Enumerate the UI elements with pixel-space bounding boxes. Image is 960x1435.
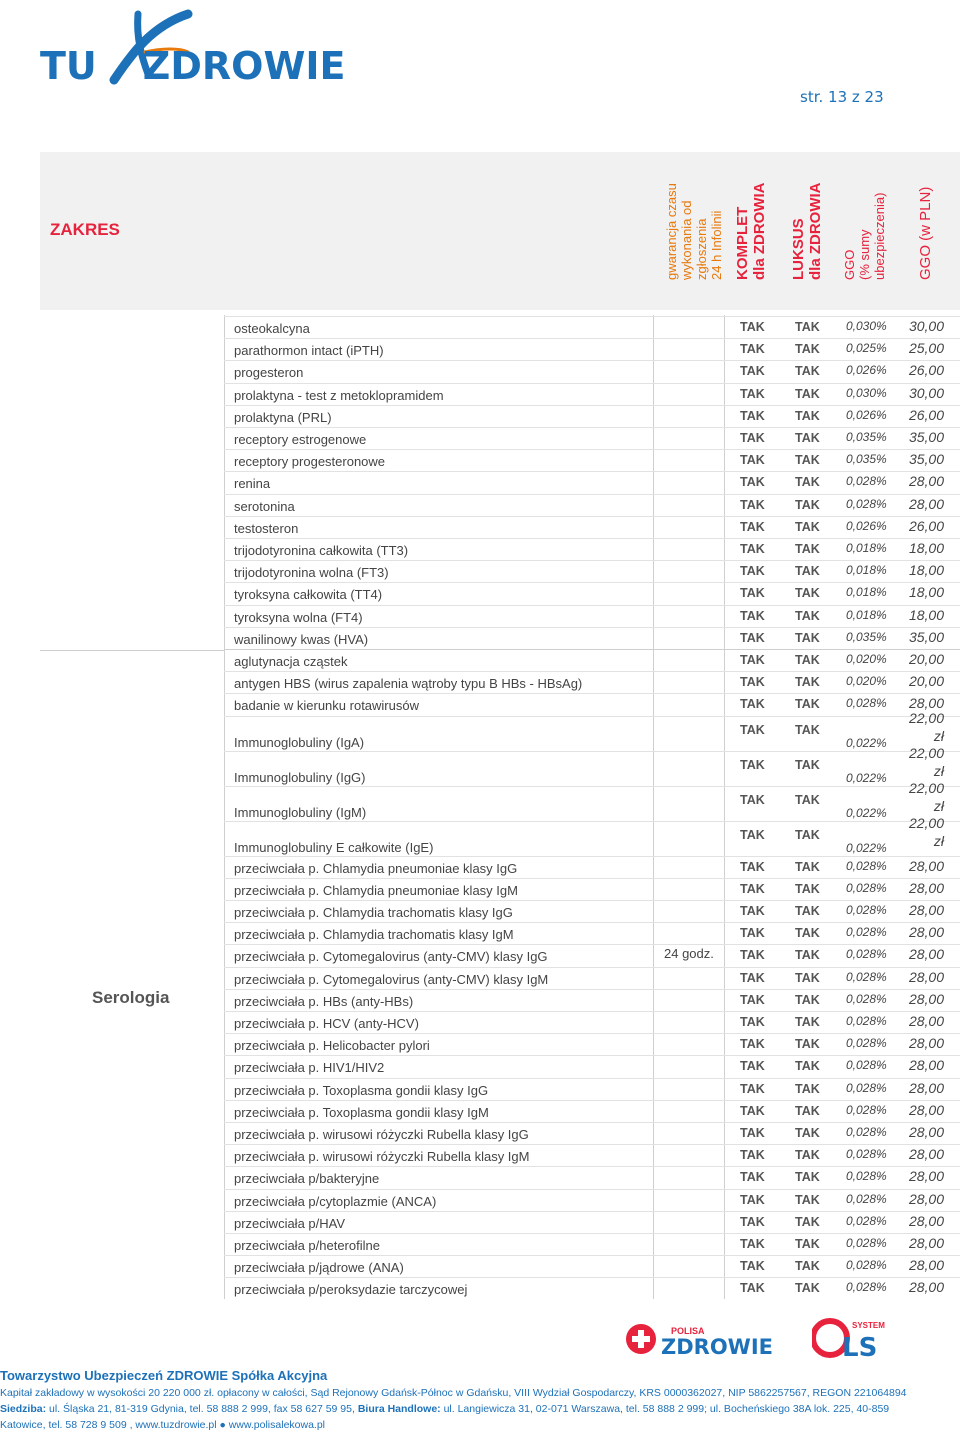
ls-big-text: LS <box>842 1333 878 1360</box>
komplet-value: TAK <box>740 881 765 896</box>
ggo-percent: 0,035% <box>846 629 887 644</box>
ggo-percent: 0,028% <box>846 969 887 984</box>
luksus-value: TAK <box>795 1259 820 1274</box>
luksus-value: TAK <box>795 1103 820 1118</box>
komplet-value: TAK <box>740 675 765 690</box>
polisa-small-text: POLISA <box>671 1326 705 1336</box>
test-name: renina <box>234 476 271 492</box>
ggo-percent: 0,035% <box>846 452 887 467</box>
table-row <box>224 1078 960 1100</box>
ggo-percent: 0,030% <box>846 385 887 400</box>
ggo-pln-value: 28,00 <box>908 473 944 490</box>
table-row <box>224 1277 960 1299</box>
ggo-percent: 0,018% <box>846 585 887 600</box>
test-name: Immunoglobuliny (IgG) <box>234 769 366 785</box>
ggo-pln-value: 28,00 <box>908 1212 944 1229</box>
ggo-pln-value: 30,00 <box>908 318 944 334</box>
table-row <box>224 1122 960 1144</box>
test-name: przeciwciała p/jądrowe (ANA) <box>234 1260 404 1276</box>
test-name: przeciwciała p. HBs (anty-HBs) <box>234 993 414 1009</box>
table-row <box>224 516 960 538</box>
test-name: badanie w kierunku rotawirusów <box>234 698 419 714</box>
komplet-value: TAK <box>740 827 765 842</box>
ggo-percent: 0,028% <box>846 858 887 873</box>
ggo-pln-amount: 22,00 <box>908 709 944 726</box>
header-zakres: ZAKRES <box>50 220 120 239</box>
ggo-pln-value: 28,00 <box>908 1257 944 1274</box>
komplet-value: TAK <box>740 1126 765 1140</box>
ggo-pln-value: 28,00 <box>908 924 944 941</box>
table-row <box>224 856 960 878</box>
table-row <box>224 967 960 989</box>
komplet-value: TAK <box>740 1214 765 1229</box>
komplet-value: TAK <box>740 475 765 490</box>
test-name: serotonina <box>234 498 295 514</box>
komplet-value: TAK <box>740 1281 765 1296</box>
luksus-value: TAK <box>795 320 820 334</box>
komplet-value: TAK <box>740 653 765 667</box>
test-name: parathormon intact (iPTH) <box>234 343 384 359</box>
luksus-value: TAK <box>795 792 820 807</box>
logo-zdrowie-text: ZDROWIE <box>142 44 346 88</box>
luksus-value: TAK <box>795 475 820 490</box>
komplet-value: TAK <box>740 1081 765 1096</box>
footer-capital: Kapitał zakładowy w wysokości 20 220 000 zł. opłacony w całości, Sąd Rejonowy Gdańsk-Północ w Gdańsku, VIII Wydział Gospodarczy, KRS 0000362027, NIP 5862257567, REGON 221064894 <box>0 1387 907 1399</box>
ggo-pln-unit: zł <box>933 727 944 744</box>
komplet-value: TAK <box>740 1015 765 1029</box>
table-row <box>224 1144 960 1166</box>
table-row <box>224 693 960 715</box>
luksus-value: TAK <box>795 757 820 772</box>
test-name: tyroksyna wolna (FT4) <box>234 609 363 625</box>
ggo-percent: 0,028% <box>846 1258 887 1273</box>
header-ggo-pct: GGO (% sumy ubezpieczenia) <box>842 192 887 280</box>
luksus-value: TAK <box>795 992 820 1007</box>
ggo-pln-unit: zł <box>933 832 944 849</box>
luksus-value: TAK <box>795 1126 820 1140</box>
komplet-value: TAK <box>740 586 765 601</box>
ggo-pln-value: 26,00 <box>908 406 944 423</box>
table-row <box>224 582 960 604</box>
ggo-pln-value: 18,00 <box>908 540 944 556</box>
test-name: receptory estrogenowe <box>234 432 367 447</box>
komplet-value: TAK <box>740 757 765 772</box>
table-row <box>224 538 960 560</box>
table-row <box>224 1100 960 1122</box>
luksus-value: TAK <box>795 542 820 556</box>
ggo-percent: 0,028% <box>846 1058 887 1073</box>
ggo-percent: 0,018% <box>846 563 887 578</box>
ggo-percent: 0,028% <box>846 1125 887 1139</box>
komplet-value: TAK <box>740 970 765 985</box>
ggo-percent: 0,028% <box>846 947 887 962</box>
test-name: przeciwciała p. Helicobacter pylori <box>234 1038 430 1054</box>
luksus-value: TAK <box>795 630 820 645</box>
table-row <box>224 922 960 944</box>
ggo-pln-value: 20,00 <box>908 673 944 690</box>
komplet-value: TAK <box>740 904 765 918</box>
luksus-value: TAK <box>795 948 820 963</box>
luksus-value: TAK <box>795 653 820 667</box>
komplet-value: TAK <box>740 630 765 645</box>
footer-contact: Katowice, tel. 58 728 9 509 , www.tuzdrowie.pl ● www.polisalekowa.pl <box>0 1419 326 1431</box>
ggo-pln-value: 28,00 <box>908 1146 944 1163</box>
komplet-value: TAK <box>740 497 765 512</box>
header-ggo-pln: GGO (w PLN) <box>917 186 934 280</box>
table-row <box>224 560 960 582</box>
ggo-percent: 0,026% <box>846 518 887 533</box>
luksus-value: TAK <box>795 564 820 579</box>
ggo-pln-value: 18,00 <box>908 562 944 579</box>
table-row <box>224 449 960 471</box>
luksus-value: TAK <box>795 586 820 601</box>
ggo-pln-value: 35,00 <box>908 429 944 445</box>
ggo-pln-value: 28,00 <box>908 946 944 963</box>
table-row <box>224 316 960 338</box>
test-name: trijodotyronina całkowita (TT3) <box>234 543 409 558</box>
test-name: przeciwciała p. Chlamydia trachomatis klasy IgG <box>234 905 513 920</box>
ggo-pln-amount: 22,00 <box>908 814 944 831</box>
table-row <box>224 338 960 360</box>
luksus-value: TAK <box>795 408 820 423</box>
luksus-value: TAK <box>795 386 820 401</box>
test-name: przeciwciała p. wirusowi różyczki Rubella klasy IgG <box>234 1127 529 1142</box>
footer-logos <box>620 1314 920 1364</box>
ggo-percent: 0,028% <box>846 1147 887 1162</box>
ggo-pln-value: 18,00 <box>908 584 944 601</box>
test-name: przeciwciała p. HCV (anty-HCV) <box>234 1016 419 1031</box>
test-name: przeciwciała p. wirusowi różyczki Rubella klasy IgM <box>234 1149 530 1165</box>
table-row <box>224 471 960 493</box>
section-serologia: Serologia <box>92 988 170 1007</box>
komplet-value: TAK <box>740 1037 765 1052</box>
ggo-pln-value: 28,00 <box>908 695 944 712</box>
ggo-pln-value: 26,00 <box>908 517 944 534</box>
luksus-value: TAK <box>795 608 820 623</box>
ggo-percent: 0,028% <box>846 880 887 895</box>
ggo-pln-value: 28,00 <box>908 1124 944 1140</box>
table-row <box>224 494 960 516</box>
ls-small-text: SYSTEM <box>852 1321 885 1330</box>
test-name: tyroksyna całkowita (TT4) <box>234 587 383 603</box>
section-cell <box>40 650 224 1298</box>
footer-company: Towarzystwo Ubezpieczeń ZDROWIE Spółka Akcyjna <box>0 1368 328 1383</box>
ggo-pln-value: 28,00 <box>908 968 944 985</box>
luksus-value: TAK <box>795 1015 820 1029</box>
ggo-pln-amount: 22,00 <box>908 744 944 761</box>
table-row <box>224 427 960 449</box>
ggo-percent: 0,028% <box>846 925 887 940</box>
ggo-percent: 0,018% <box>846 541 887 555</box>
komplet-value: TAK <box>740 1192 765 1207</box>
ggo-percent: 0,028% <box>846 1169 887 1184</box>
komplet-value: TAK <box>740 992 765 1007</box>
luksus-value: TAK <box>795 881 820 896</box>
luksus-value: TAK <box>795 1281 820 1296</box>
ggo-percent: 0,028% <box>846 991 887 1006</box>
table-row <box>224 605 960 627</box>
ggo-pln-value: 28,00 <box>908 1057 944 1074</box>
komplet-value: TAK <box>740 1059 765 1074</box>
ggo-pln-value: 28,00 <box>908 857 944 874</box>
ggo-percent: 0,022% <box>846 735 887 750</box>
ggo-pln-value: 28,00 <box>908 902 944 918</box>
komplet-value: TAK <box>740 564 765 579</box>
ggo-pln-value: 28,00 <box>908 1190 944 1207</box>
system-ls-logo <box>812 1316 890 1360</box>
luksus-value: TAK <box>795 497 820 512</box>
luksus-value: TAK <box>795 519 820 534</box>
table-row <box>224 989 960 1011</box>
ggo-pln-value <box>904 744 944 780</box>
ggo-percent: 0,028% <box>846 1213 887 1228</box>
luksus-value: TAK <box>795 1148 820 1163</box>
header-komplet: KOMPLET dla ZDROWIA <box>734 182 768 280</box>
test-name: antygen HBS (wirus zapalenia wątroby typu B HBs - HBsAg) <box>234 676 583 692</box>
test-name: prolaktyna - test z metoklopramidem <box>234 387 444 403</box>
test-name: przeciwciała p/HAV <box>234 1215 346 1231</box>
ggo-pln-value: 18,00 <box>908 606 944 623</box>
ggo-pln-value: 28,00 <box>908 1013 944 1029</box>
table-row <box>224 1011 960 1033</box>
header-luksus: LUKSUS dla ZDROWIA <box>790 182 824 280</box>
ggo-percent: 0,028% <box>846 496 887 511</box>
table-row <box>224 405 960 427</box>
table-row <box>224 1255 960 1277</box>
luksus-value: TAK <box>795 970 820 985</box>
table-row <box>224 383 960 405</box>
ggo-pln-value: 28,00 <box>908 990 944 1007</box>
ggo-pln-value: 35,00 <box>908 628 944 645</box>
ggo-percent: 0,035% <box>846 430 887 444</box>
komplet-value: TAK <box>740 542 765 556</box>
ggo-pln-amount: 22,00 <box>908 779 944 796</box>
ggo-pln-value: 28,00 <box>908 879 944 896</box>
ggo-percent: 0,028% <box>846 474 887 489</box>
ggo-percent: 0,028% <box>846 1236 887 1250</box>
ggo-percent: 0,022% <box>846 770 887 785</box>
luksus-value: TAK <box>795 697 820 712</box>
table-row <box>224 1166 960 1188</box>
test-name: przeciwciała p. Cytomegalovirus (anty-CMV) klasy IgG <box>234 949 548 965</box>
ggo-percent: 0,028% <box>846 1102 887 1117</box>
komplet-value: TAK <box>740 1170 765 1185</box>
table-row <box>224 1189 960 1211</box>
ggo-pln-value: 28,00 <box>908 1279 944 1296</box>
table-row <box>224 1055 960 1077</box>
test-name: przeciwciała p. Toxoplasma gondii klasy IgM <box>234 1104 489 1120</box>
ggo-percent: 0,028% <box>846 1014 887 1028</box>
ggo-pln-value: 28,00 <box>908 1101 944 1118</box>
luksus-value: TAK <box>795 722 820 737</box>
ggo-pln-value: 25,00 <box>908 340 944 357</box>
komplet-value: TAK <box>740 608 765 623</box>
test-name: Immunoglobuliny E całkowite (IgE) <box>234 839 434 855</box>
ggo-percent: 0,030% <box>846 319 887 333</box>
luksus-value: TAK <box>795 1081 820 1096</box>
komplet-value: TAK <box>740 342 765 357</box>
luksus-value: TAK <box>795 675 820 690</box>
test-name: przeciwciała p. Chlamydia pneumoniae klasy IgG <box>234 860 518 876</box>
ggo-percent: 0,020% <box>846 674 887 689</box>
table-row <box>224 814 960 856</box>
table-row <box>224 627 960 649</box>
table-row <box>224 671 960 693</box>
test-name: testosteron <box>234 520 299 536</box>
ggo-pln-unit: zł <box>933 762 944 779</box>
luksus-value: TAK <box>795 926 820 941</box>
luksus-value: TAK <box>795 1170 820 1185</box>
ggo-pln-value: 26,00 <box>908 362 944 379</box>
komplet-value: TAK <box>740 1259 765 1274</box>
komplet-value: TAK <box>740 453 765 468</box>
luksus-value: TAK <box>795 1214 820 1229</box>
table-row <box>224 360 960 382</box>
ggo-percent: 0,022% <box>846 840 887 855</box>
table-row <box>224 709 960 751</box>
test-name: trijodotyronina wolna (FT3) <box>234 565 389 581</box>
komplet-value: TAK <box>740 1148 765 1163</box>
polisa-zdrowie-logo <box>625 1322 805 1356</box>
luksus-value: TAK <box>795 827 820 842</box>
table-row <box>224 649 960 671</box>
table-row <box>224 878 960 900</box>
komplet-value: TAK <box>740 1103 765 1118</box>
time-guarantee: 24 godz. <box>664 946 714 961</box>
ggo-percent: 0,028% <box>846 1080 887 1095</box>
header-gwarancja: gwarancja czasu wykonania od zgłoszenia 24 h Infolinii <box>664 183 724 280</box>
table-row <box>224 779 960 821</box>
luksus-value: TAK <box>795 342 820 357</box>
test-name: przeciwciała p/bakteryjne <box>234 1171 380 1187</box>
komplet-value: TAK <box>740 431 765 445</box>
komplet-value: TAK <box>740 722 765 737</box>
ggo-percent: 0,026% <box>846 363 887 378</box>
table-row <box>224 900 960 922</box>
luksus-value: TAK <box>795 1059 820 1074</box>
tu-zdrowie-logo <box>40 8 370 90</box>
ggo-percent: 0,028% <box>846 1191 887 1206</box>
test-name: przeciwciała p. Chlamydia pneumoniae klasy IgM <box>234 882 518 898</box>
test-name: wanilinowy kwas (HVA) <box>234 631 369 647</box>
ggo-pln-value: 30,00 <box>908 384 944 401</box>
ggo-pln-value: 35,00 <box>908 451 944 468</box>
ggo-percent: 0,025% <box>846 341 887 356</box>
komplet-value: TAK <box>740 859 765 874</box>
komplet-value: TAK <box>740 697 765 712</box>
ggo-percent: 0,026% <box>846 407 887 422</box>
ggo-pln-value: 28,00 <box>908 495 944 512</box>
test-name: przeciwciała p/heterofilne <box>234 1238 380 1253</box>
table-row <box>224 944 960 966</box>
ggo-percent: 0,028% <box>846 1036 887 1051</box>
test-name: receptory progesteronowe <box>234 454 386 470</box>
luksus-value: TAK <box>795 364 820 379</box>
komplet-value: TAK <box>740 519 765 534</box>
ggo-pln-value: 28,00 <box>908 1035 944 1052</box>
komplet-value: TAK <box>740 320 765 334</box>
page-number: str. 13 z 23 <box>800 88 884 106</box>
komplet-value: TAK <box>740 792 765 807</box>
test-name: przeciwciała p. Cytomegalovirus (anty-CMV) klasy IgM <box>234 971 549 987</box>
komplet-value: TAK <box>740 364 765 379</box>
ggo-pln-value <box>904 779 944 815</box>
test-name: przeciwciała p/cytoplazmie (ANCA) <box>234 1193 437 1209</box>
test-name: aglutynacja cząstek <box>234 654 348 669</box>
ggo-pln-value: 28,00 <box>908 1235 944 1251</box>
test-name: osteokalcyna <box>234 321 310 336</box>
ggo-percent: 0,028% <box>846 696 887 711</box>
komplet-value: TAK <box>740 386 765 401</box>
komplet-value: TAK <box>740 408 765 423</box>
footer-address: Siedziba: ul. Śląska 21, 81-319 Gdynia, tel. 58 888 2 999, fax 58 627 59 95, Biura Handlowe: ul. Langiewicza 31, 02-071 Warszawa, tel. 58 888 2 999; ul. Bocheńskiego 38A lok. 225, 40-859 <box>0 1403 890 1415</box>
test-name: przeciwciała p. HIV1/HIV2 <box>234 1060 385 1076</box>
ggo-pln-value: 20,00 <box>908 651 944 667</box>
ggo-pln-value: 28,00 <box>908 1168 944 1185</box>
ggo-percent: 0,028% <box>846 903 887 917</box>
test-name: prolaktyna (PRL) <box>234 409 332 425</box>
test-name: przeciwciała p. Toxoplasma gondii klasy IgG <box>234 1082 489 1098</box>
komplet-value: TAK <box>740 948 765 963</box>
table-row <box>224 744 960 786</box>
ggo-percent: 0,020% <box>846 652 887 666</box>
ggo-percent: 0,028% <box>846 1280 887 1295</box>
test-name: Immunoglobuliny (IgM) <box>234 804 367 820</box>
table-row <box>224 1033 960 1055</box>
luksus-value: TAK <box>795 1037 820 1052</box>
test-name: przeciwciała p. Chlamydia trachomatis klasy IgM <box>234 927 514 943</box>
luksus-value: TAK <box>795 453 820 468</box>
ggo-pln-value: 28,00 <box>908 1079 944 1096</box>
logo-tu-text: TU <box>40 44 97 88</box>
table-row <box>224 1211 960 1233</box>
test-name: przeciwciała p/peroksydazie tarczycowej <box>234 1282 468 1298</box>
test-name: Immunoglobuliny (IgA) <box>234 734 365 750</box>
test-name: progesteron <box>234 365 304 381</box>
luksus-value: TAK <box>795 1237 820 1251</box>
table-row <box>224 1233 960 1255</box>
luksus-value: TAK <box>795 904 820 918</box>
luksus-value: TAK <box>795 859 820 874</box>
polisa-big-text: ZDROWIE <box>661 1335 774 1356</box>
ggo-pln-value <box>904 709 944 745</box>
komplet-value: TAK <box>740 926 765 941</box>
ggo-percent: 0,022% <box>846 805 887 820</box>
ggo-pln-value <box>904 814 944 850</box>
luksus-value: TAK <box>795 1192 820 1207</box>
luksus-value: TAK <box>795 431 820 445</box>
ggo-pln-unit: zł <box>933 797 944 814</box>
ggo-percent: 0,018% <box>846 607 887 622</box>
komplet-value: TAK <box>740 1237 765 1251</box>
